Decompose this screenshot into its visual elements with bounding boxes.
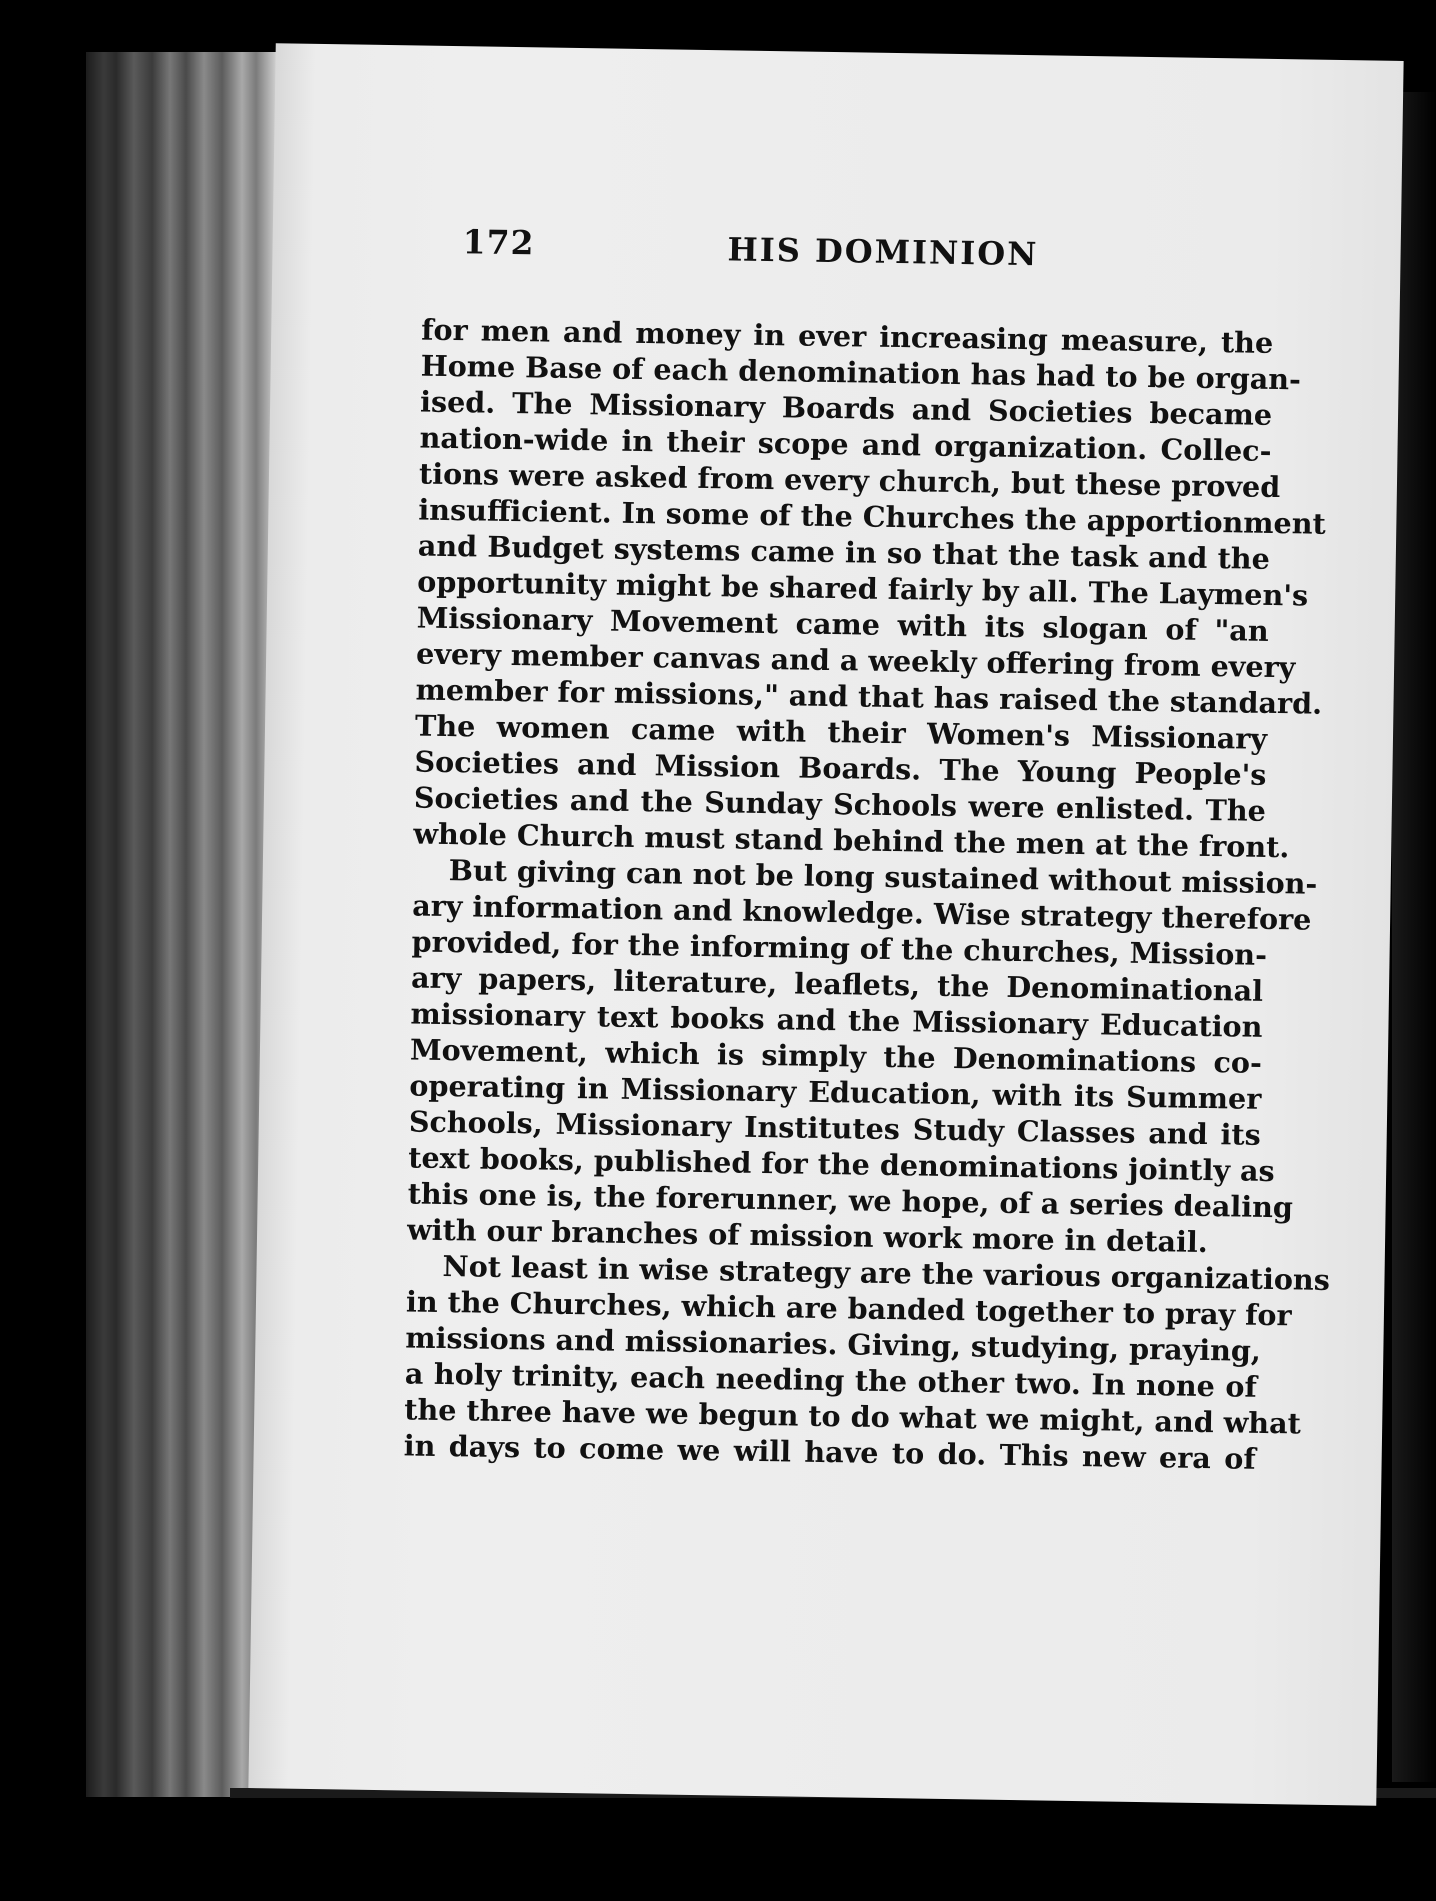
text-line: whole Church must stand behind the men at the front.: [413, 816, 1290, 865]
text-line: insufficient. In some of the Churches the apportionment: [418, 492, 1327, 541]
text-line: tions were asked from every church, but these proved: [418, 456, 1281, 505]
body-text: [403, 312, 1331, 1477]
paragraph: [413, 312, 1327, 865]
text-line: Home Base of each denomination has had to be organ-: [420, 348, 1302, 397]
text-line: But giving can not be long sustained without mission-: [448, 853, 1318, 901]
text-line: and Budget systems came in so that the task and the: [417, 528, 1271, 576]
text-line: the three have we begun to do what we might, and what: [404, 1392, 1302, 1441]
text-line: Societies and the Sunday Schools were enlisted. The: [413, 780, 1267, 828]
text-line: this one is, the forerunner, we hope, of a series dealing: [407, 1176, 1294, 1225]
page-header: [462, 222, 1323, 296]
page-paper: [248, 43, 1403, 1806]
text-line: nation-wide in their scope and organization. Collec-: [419, 420, 1272, 468]
text-line: ary papers, literature, leaflets, the Denominational: [410, 960, 1264, 1008]
text-line: The women came with their Women's Missionary: [414, 708, 1268, 756]
text-line: Not least in wise strategy are the various organizations: [442, 1249, 1331, 1297]
text-line: text books, published for the denominations jointly as: [408, 1140, 1275, 1189]
paragraph: [406, 852, 1318, 1261]
text-line: provided, for the informing of the churches, Mission-: [411, 924, 1268, 972]
text-line: for men and money in ever increasing measure, the: [421, 312, 1274, 360]
text-line: Schools, Missionary Institutes Study Classes and its: [408, 1104, 1262, 1152]
text-line: operating in Missionary Education, with its Summer: [409, 1068, 1262, 1116]
text-line: missions and missionaries. Giving, studying, praying,: [405, 1320, 1262, 1368]
paragraph: [403, 1247, 1331, 1476]
page-number: 172: [462, 222, 535, 263]
text-line: Societies and Mission Boards. The Young People's: [414, 744, 1267, 792]
text-line: Movement, which is simply the Denominations co-: [409, 1032, 1263, 1080]
text-line: member for missions," and that has raised the standard.: [415, 672, 1323, 721]
book-spine-gutter: [86, 52, 276, 1797]
text-line: a holy trinity, each needing the other two. In none of: [404, 1356, 1258, 1404]
text-line: missionary text books and the Missionary Education: [410, 996, 1263, 1044]
running-head: HIS DOMINION: [727, 230, 1039, 274]
text-line: opportunity might be shared fairly by all. The Laymen's: [417, 564, 1309, 613]
text-line: every member canvas and a weekly offering from every: [415, 636, 1296, 685]
text-line: in days to come we will have to do. This new era of: [403, 1428, 1256, 1476]
text-line: ised. The Missionary Boards and Societies became: [419, 384, 1273, 432]
text-line: in the Churches, which are banded together to pray for: [405, 1284, 1292, 1333]
text-line: with our branches of mission work more in detail.: [406, 1212, 1209, 1260]
text-line: ary information and knowledge. Wise strategy therefore: [411, 888, 1312, 937]
text-line: Missionary Movement came with its slogan of "an: [416, 600, 1269, 648]
